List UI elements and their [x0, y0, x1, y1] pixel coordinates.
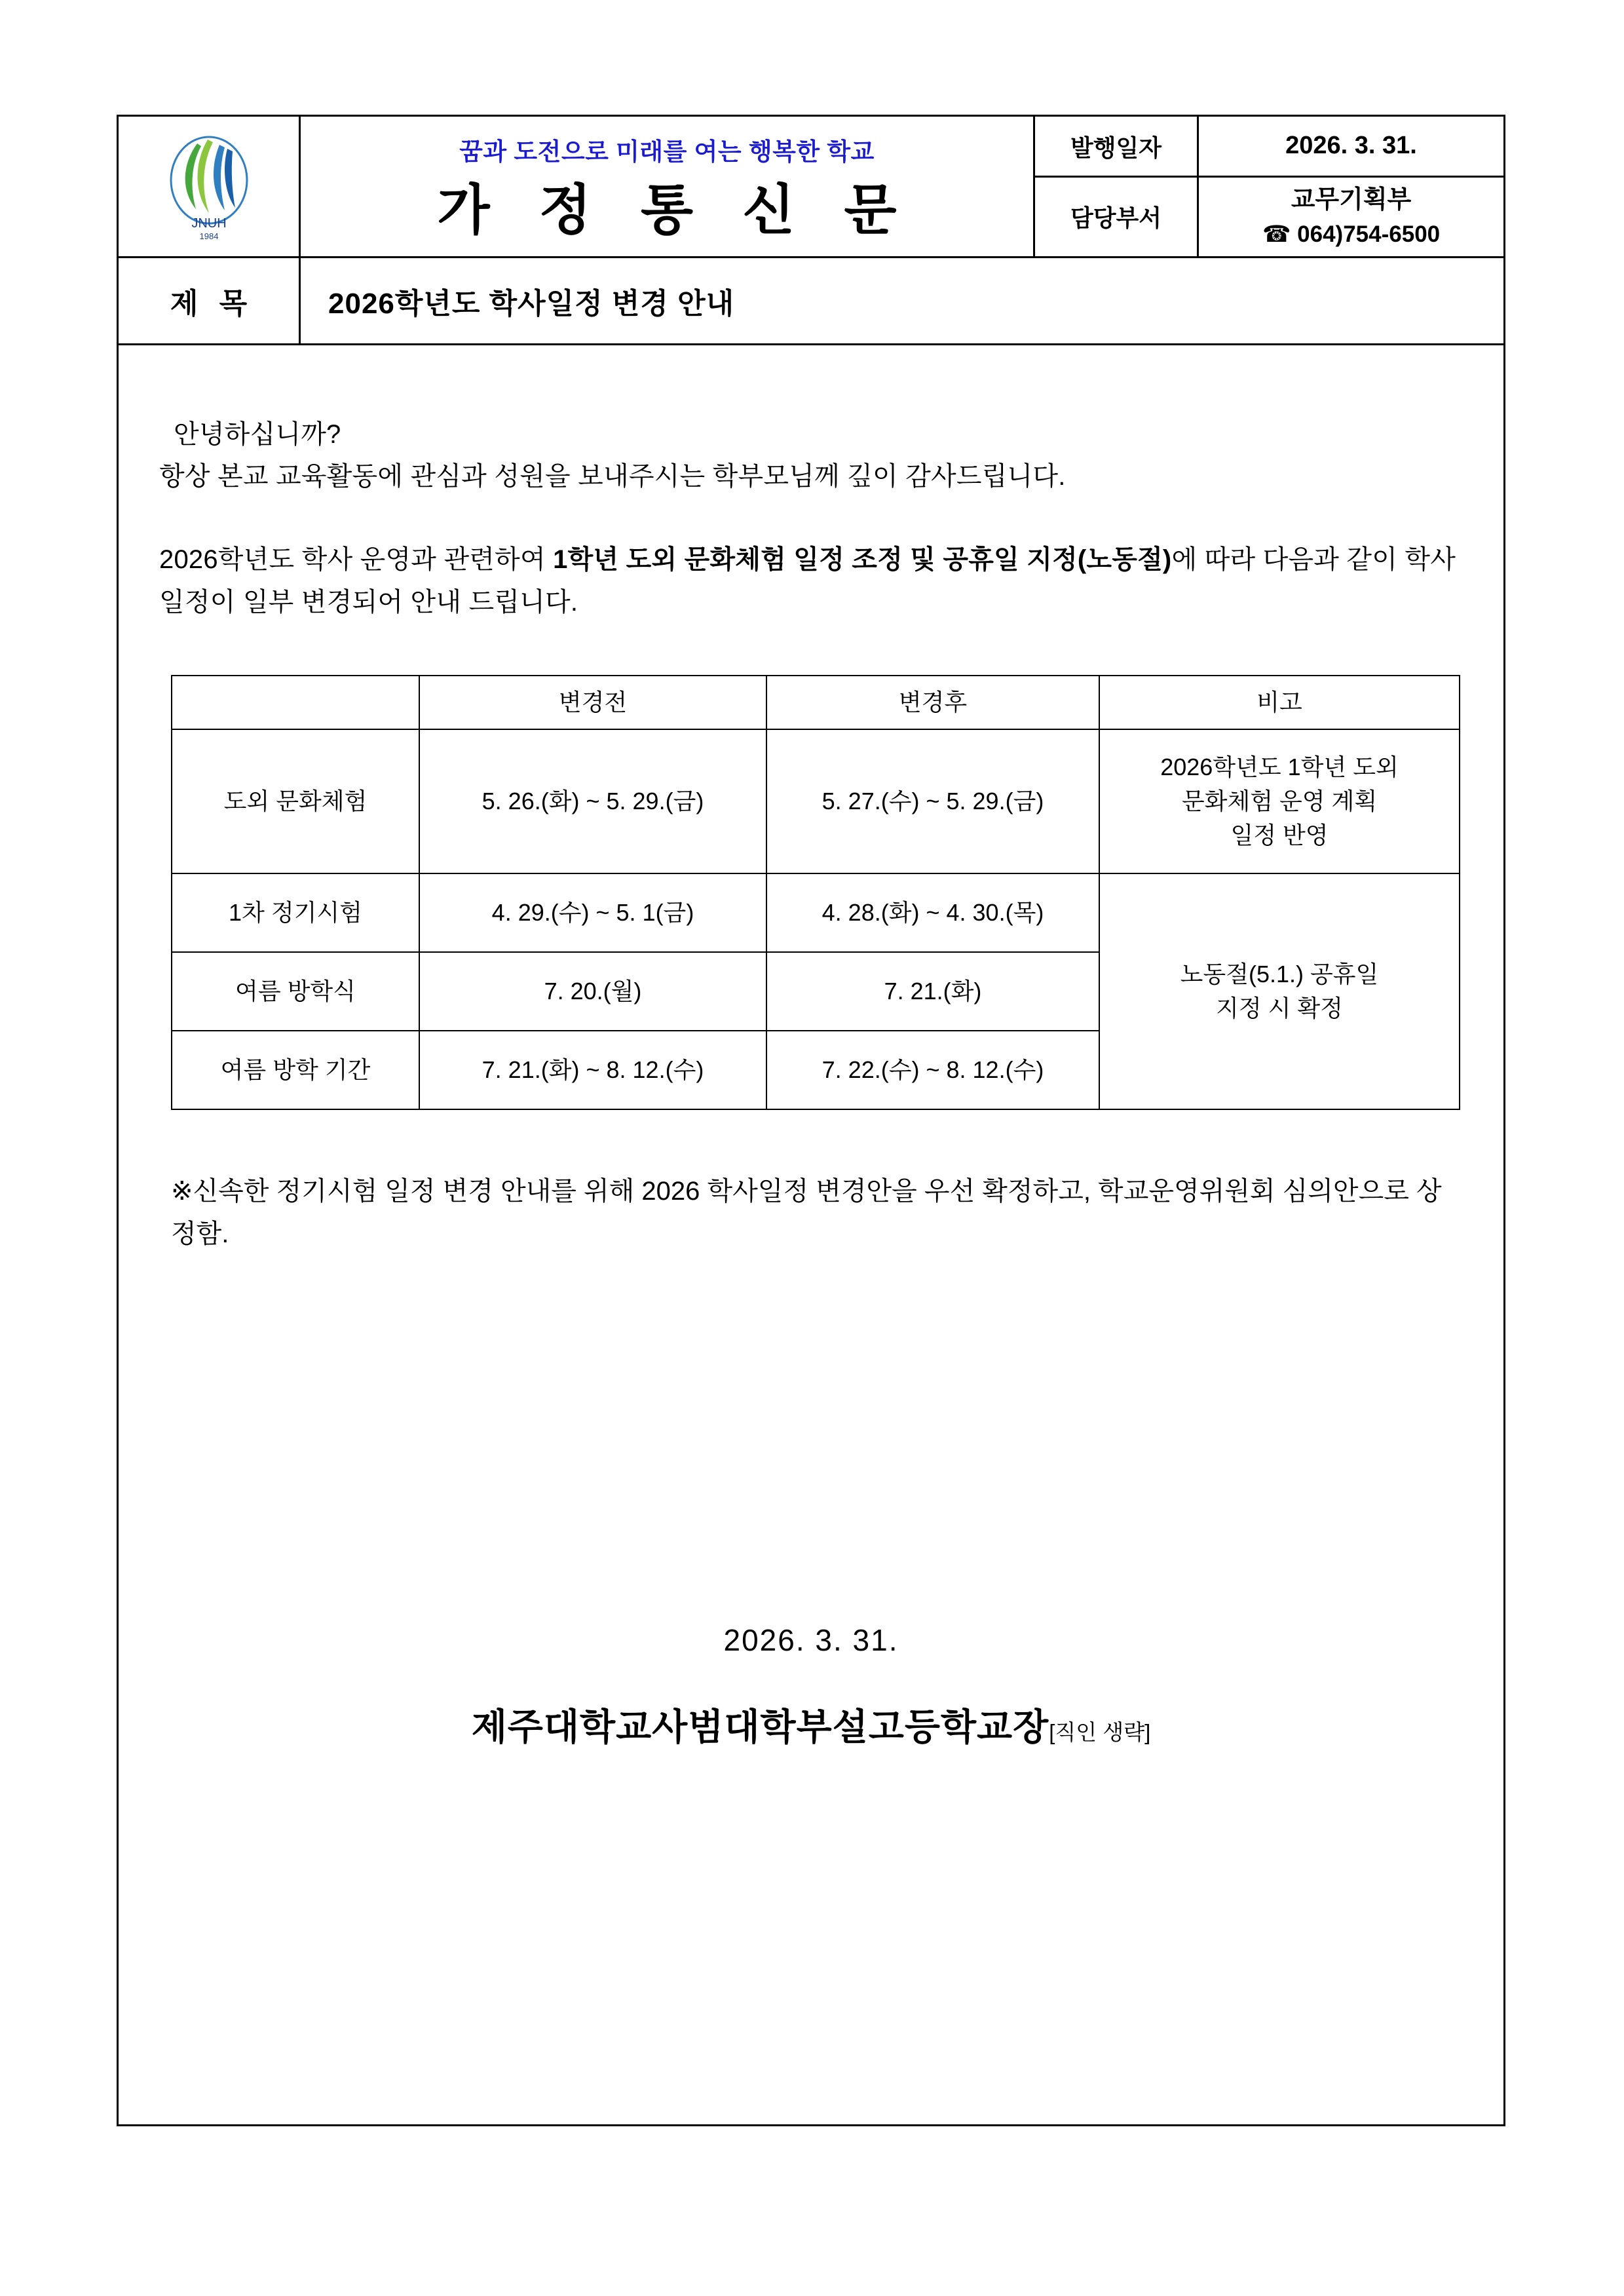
notice-sheet — [117, 115, 1505, 2126]
schedule-table-wrapper — [159, 675, 1463, 1110]
footnote-text: ※신속한 정기시험 일정 변경 안내를 위해 2026 학사일정 변경안을 우선 확정하고, 학교운영위원회 심의안으로 상정함. — [171, 1177, 1442, 1248]
department-label: 담당부서 — [1035, 178, 1199, 256]
subject-label: 제 목 — [119, 258, 301, 343]
intro-highlight: 1학년 도외 문화체험 일정 조정 및 공휴일 지정(노동절) — [553, 545, 1172, 575]
svg-text:1984: 1984 — [199, 231, 218, 241]
row-after-2: 7. 21.(화) — [766, 952, 1099, 1031]
document-title: 가 정 통 신 문 — [437, 179, 914, 240]
row-after-1: 4. 28.(화) ~ 4. 30.(목) — [766, 873, 1099, 952]
row-after-3: 7. 22.(수) ~ 8. 12.(수) — [766, 1031, 1099, 1109]
logo-cell — [119, 117, 301, 256]
svg-text:JNUH: JNUH — [191, 216, 227, 231]
seal-omitted-note: [직인 생략] — [1049, 1719, 1151, 1744]
table-header-row — [172, 676, 1460, 729]
document-body — [119, 345, 1503, 1751]
greeting-text: 안녕하십니까? — [174, 419, 341, 449]
header-meta — [1035, 117, 1503, 256]
row-note-0: 2026학년도 1학년 도외 문화체험 운영 계획 일정 반영 — [1099, 729, 1460, 873]
principal-title: 제주대학교사범대학부설고등학교장 — [471, 1706, 1049, 1748]
document-header — [119, 117, 1503, 258]
table-row — [172, 729, 1460, 873]
issue-date-label: 발행일자 — [1035, 117, 1199, 176]
row-before-1: 4. 29.(수) ~ 5. 1(금) — [419, 873, 766, 952]
meta-row-department — [1035, 178, 1503, 256]
department-phone: ☎ 064)754-6500 — [1262, 221, 1441, 247]
col-header-note: 비고 — [1099, 676, 1460, 729]
signature-block — [159, 1622, 1463, 1751]
row-item-0: 도외 문화체험 — [172, 729, 419, 873]
department-value — [1199, 178, 1503, 256]
row-item-1: 1차 정기시험 — [172, 873, 419, 952]
signature-authority — [159, 1698, 1463, 1751]
row-before-3: 7. 21.(화) ~ 8. 12.(수) — [419, 1031, 766, 1109]
issue-date-value: 2026. 3. 31. — [1285, 132, 1417, 160]
table-row — [172, 873, 1460, 952]
school-slogan: 꿈과 도전으로 미래를 여는 행복한 학교 — [459, 138, 875, 165]
row-note-merged: 노동절(5.1.) 공휴일 지정 시 확정 — [1099, 873, 1460, 1109]
thanks-text: 항상 본교 교육활동에 관심과 성원을 보내주시는 학부모님께 깊이 감사드립니다. — [159, 462, 1066, 491]
intro-post: 에 따라 다음과 같이 학사일정이 일부 변경되어 안내 드립니다. — [159, 545, 1456, 617]
col-header-after: 변경후 — [766, 676, 1099, 729]
subject-value: 2026학년도 학사일정 변경 안내 — [328, 287, 735, 320]
school-emblem-icon — [157, 129, 261, 244]
meta-row-issue-date — [1035, 117, 1503, 178]
intro-pre: 2026학년도 학사 운영과 관련하여 — [159, 545, 554, 575]
signature-date: 2026. 3. 31. — [723, 1622, 899, 1657]
col-header-before: 변경전 — [419, 676, 766, 729]
row-item-3: 여름 방학 기간 — [172, 1031, 419, 1109]
department-name: 교무기획부 — [1291, 186, 1412, 214]
row-item-2: 여름 방학식 — [172, 952, 419, 1031]
schedule-table — [171, 675, 1460, 1110]
col-header-item — [172, 676, 419, 729]
intro-paragraph — [159, 539, 1463, 624]
row-before-0: 5. 26.(화) ~ 5. 29.(금) — [419, 729, 766, 873]
subject-row — [119, 258, 1503, 345]
title-cell — [301, 117, 1035, 256]
row-before-2: 7. 20.(월) — [419, 952, 766, 1031]
row-after-0: 5. 27.(수) ~ 5. 29.(금) — [766, 729, 1099, 873]
